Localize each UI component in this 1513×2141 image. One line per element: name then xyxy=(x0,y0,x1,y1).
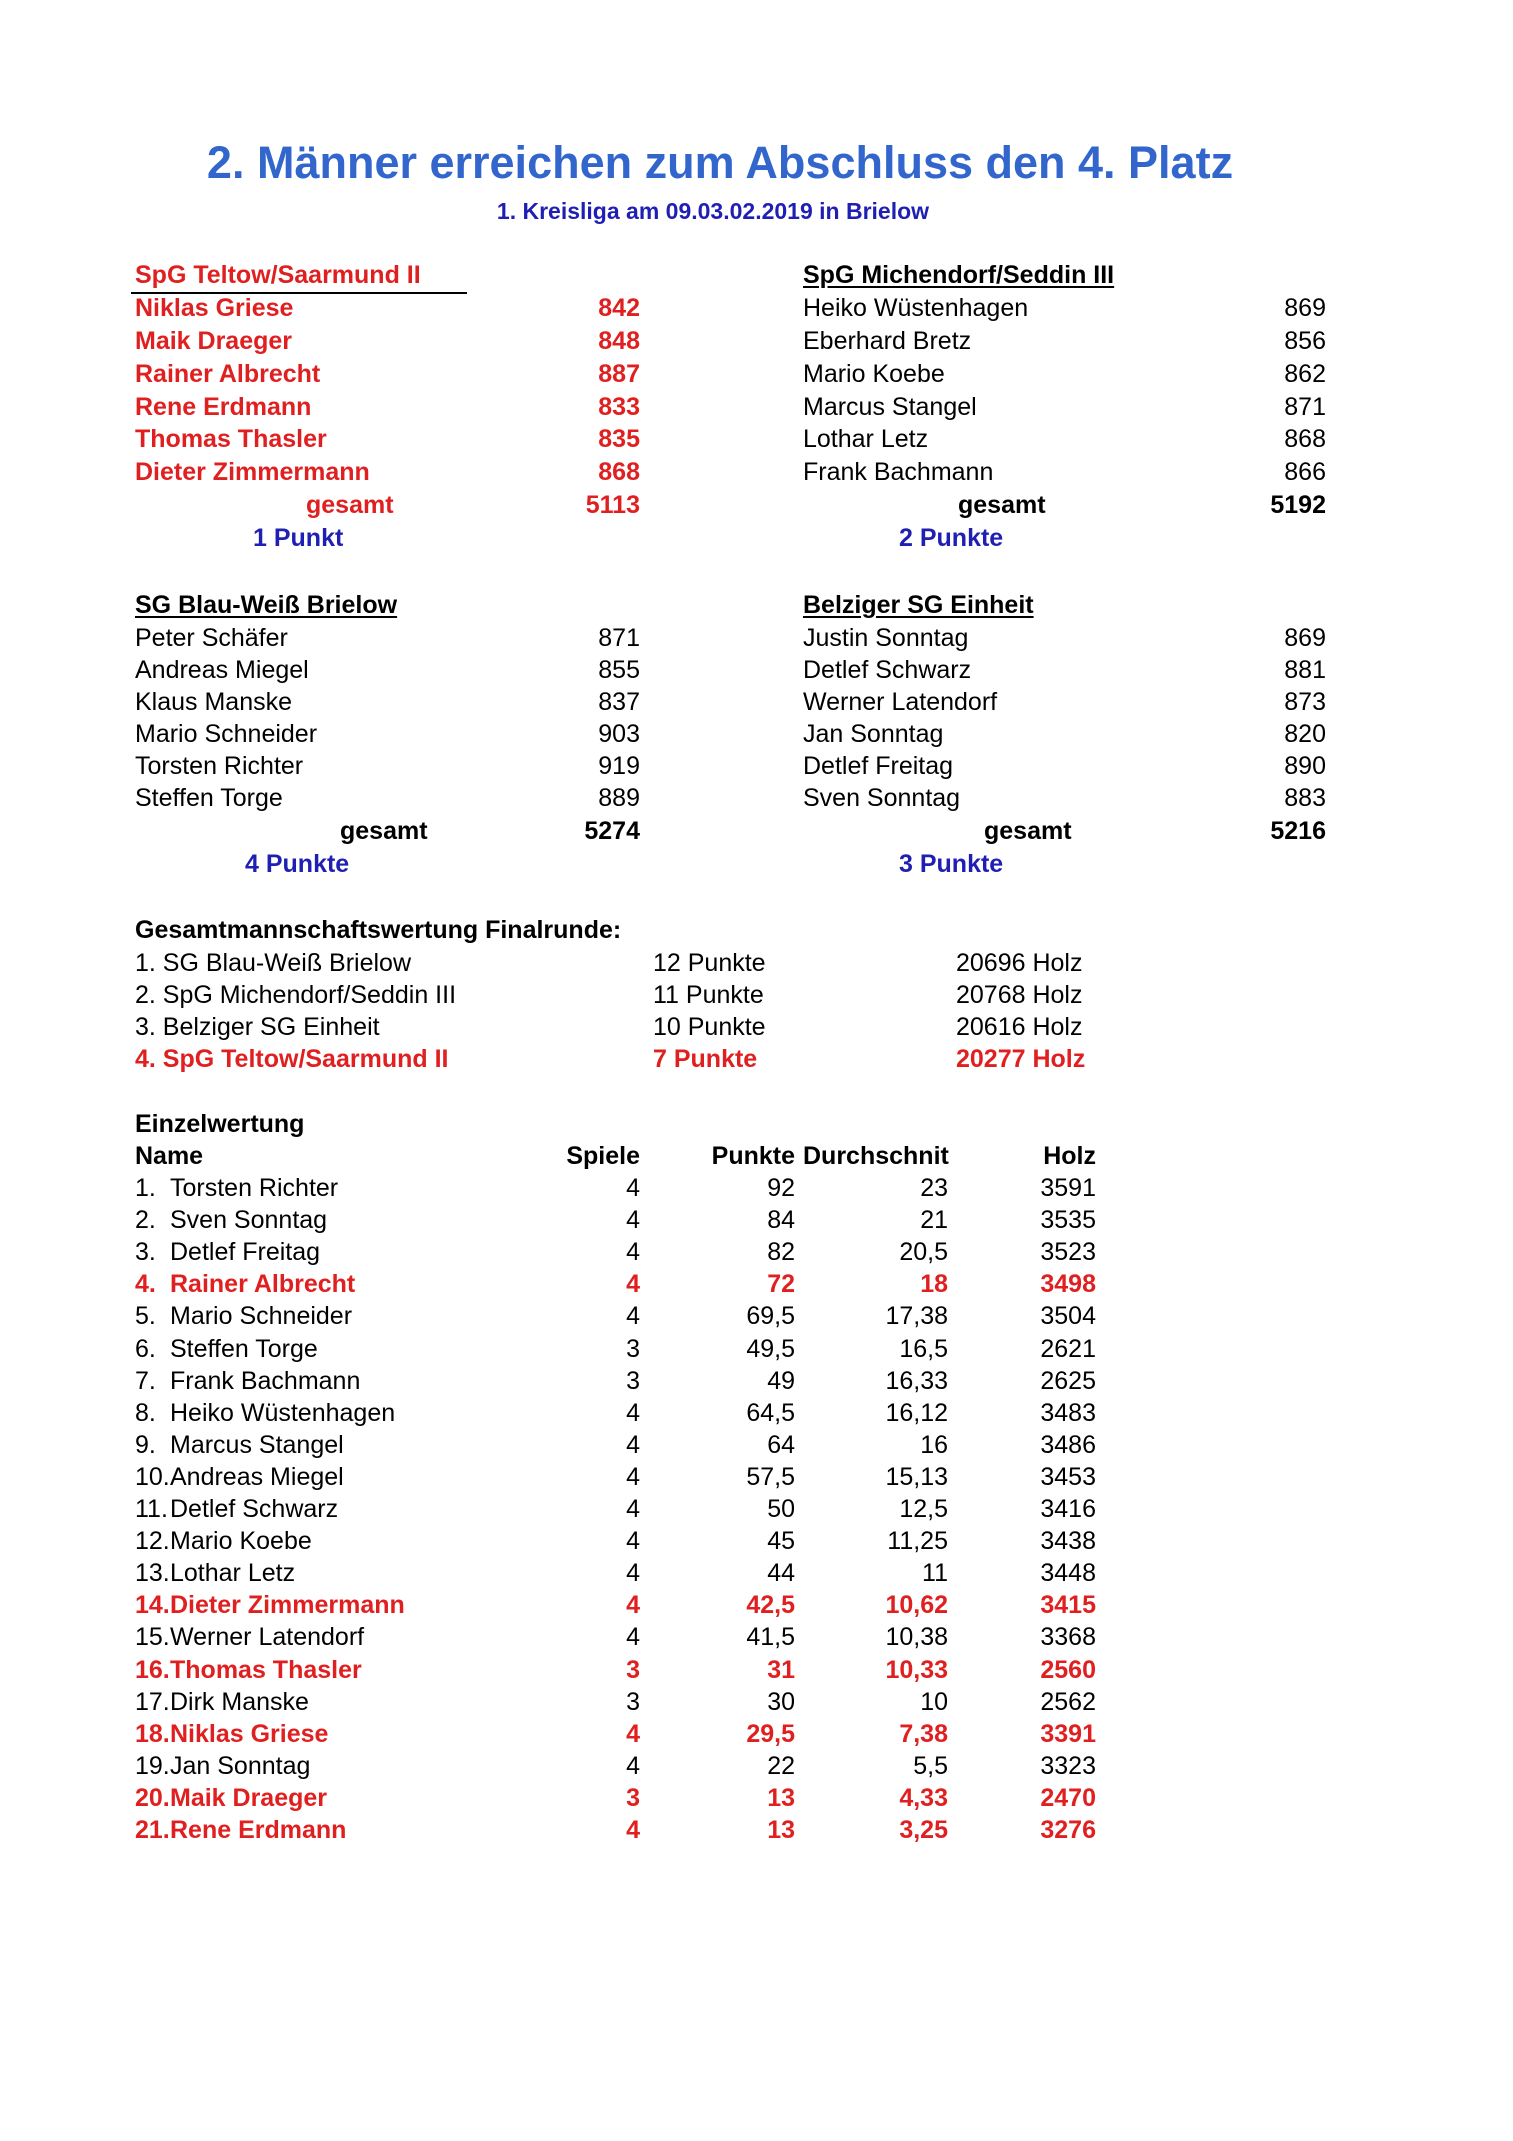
player-games: 4 xyxy=(626,1302,640,1330)
player-points: 64,5 xyxy=(746,1399,795,1427)
points-awarded: 3 Punkte xyxy=(899,850,1004,878)
player-games: 4 xyxy=(626,1463,640,1491)
player-name: Lothar Letz xyxy=(803,425,929,453)
player-rank: 15. xyxy=(135,1623,170,1651)
player-average: 17,38 xyxy=(885,1302,948,1330)
points-awarded: 2 Punkte xyxy=(899,524,1004,552)
player-games: 3 xyxy=(626,1784,640,1812)
player-holz: 3276 xyxy=(1040,1816,1096,1844)
player-average: 16,33 xyxy=(885,1367,948,1395)
player-games: 4 xyxy=(626,1431,640,1459)
player-name: Mario Schneider xyxy=(135,720,318,748)
player-holz: 3486 xyxy=(1040,1431,1096,1459)
player-name: Marcus Stangel xyxy=(803,393,977,421)
column-header-holz: Holz xyxy=(1043,1142,1096,1170)
player-name: Frank Bachmann xyxy=(803,458,994,486)
points-awarded: 4 Punkte xyxy=(245,850,350,878)
player-points: 44 xyxy=(767,1559,795,1587)
player-score: 869 xyxy=(1284,624,1326,652)
player-holz: 3504 xyxy=(1040,1302,1096,1330)
player-games: 4 xyxy=(626,1206,640,1234)
player-games: 4 xyxy=(626,1752,640,1780)
player-points: 45 xyxy=(767,1527,795,1555)
player-rank: 7. xyxy=(135,1367,156,1395)
player-holz: 2560 xyxy=(1040,1656,1096,1684)
player-games: 4 xyxy=(626,1623,640,1651)
player-holz: 2562 xyxy=(1040,1688,1096,1716)
team-name: SpG Michendorf/Seddin III xyxy=(803,261,1115,289)
standings-holz: 20768 Holz xyxy=(956,981,1083,1009)
player-rank: 1. xyxy=(135,1174,156,1202)
player-name: Eberhard Bretz xyxy=(803,327,972,355)
player-average: 16,5 xyxy=(899,1335,948,1363)
player-rank: 9. xyxy=(135,1431,156,1459)
player-score: 862 xyxy=(1284,360,1326,388)
player-rank: 12. xyxy=(135,1527,170,1555)
player-points: 49,5 xyxy=(746,1335,795,1363)
player-holz: 3483 xyxy=(1040,1399,1096,1427)
player-holz: 3453 xyxy=(1040,1463,1096,1491)
player-average: 20,5 xyxy=(899,1238,948,1266)
player-name: Peter Schäfer xyxy=(135,624,288,652)
player-average: 16 xyxy=(920,1431,948,1459)
player-rank: 6. xyxy=(135,1335,156,1363)
player-holz: 3535 xyxy=(1040,1206,1096,1234)
player-games: 4 xyxy=(626,1270,640,1298)
player-name: Dirk Manske xyxy=(170,1688,309,1716)
player-name: Steffen Torge xyxy=(170,1335,318,1363)
player-average: 18 xyxy=(920,1270,948,1298)
standings-team: 4. SpG Teltow/Saarmund II xyxy=(135,1045,449,1073)
player-holz: 3391 xyxy=(1040,1720,1096,1748)
player-points: 29,5 xyxy=(746,1720,795,1748)
player-holz: 2621 xyxy=(1040,1335,1096,1363)
player-holz: 3591 xyxy=(1040,1174,1096,1202)
player-holz: 3323 xyxy=(1040,1752,1096,1780)
player-score: 881 xyxy=(1284,656,1326,684)
standings-team: 3. Belziger SG Einheit xyxy=(135,1013,380,1041)
player-name: Torsten Richter xyxy=(170,1174,339,1202)
player-name: Rene Erdmann xyxy=(135,393,312,421)
player-average: 10,38 xyxy=(885,1623,948,1651)
player-points: 72 xyxy=(767,1270,795,1298)
individual-heading: Einzelwertung xyxy=(135,1110,305,1138)
player-games: 4 xyxy=(626,1559,640,1587)
player-games: 4 xyxy=(626,1591,640,1619)
column-header-games: Spiele xyxy=(566,1142,640,1170)
total-label: gesamt xyxy=(340,817,428,845)
player-score: 883 xyxy=(1284,784,1326,812)
player-points: 69,5 xyxy=(746,1302,795,1330)
player-rank: 3. xyxy=(135,1238,156,1266)
player-holz: 2625 xyxy=(1040,1367,1096,1395)
player-average: 15,13 xyxy=(885,1463,948,1491)
player-name: Mario Schneider xyxy=(170,1302,353,1330)
player-games: 3 xyxy=(626,1688,640,1716)
player-name: Andreas Miegel xyxy=(170,1463,344,1491)
player-rank: 16. xyxy=(135,1656,170,1684)
player-name: Rainer Albrecht xyxy=(170,1270,356,1298)
player-score: 868 xyxy=(1284,425,1326,453)
standings-points: 7 Punkte xyxy=(653,1045,758,1073)
total-value: 5192 xyxy=(1270,491,1326,519)
standings-team: 2. SpG Michendorf/Seddin III xyxy=(135,981,457,1009)
standings-points: 11 Punkte xyxy=(653,981,764,1009)
player-name: Justin Sonntag xyxy=(803,624,969,652)
player-games: 4 xyxy=(626,1174,640,1202)
player-name: Andreas Miegel xyxy=(135,656,309,684)
player-average: 12,5 xyxy=(899,1495,948,1523)
player-name: Jan Sonntag xyxy=(803,720,944,748)
player-holz: 3416 xyxy=(1040,1495,1096,1523)
player-name: Steffen Torge xyxy=(135,784,283,812)
team-name: SG Blau-Weiß Brielow xyxy=(135,591,398,619)
player-score: 871 xyxy=(1284,393,1326,421)
player-name: Frank Bachmann xyxy=(170,1367,361,1395)
standings-holz: 20616 Holz xyxy=(956,1013,1083,1041)
player-average: 4,33 xyxy=(899,1784,948,1812)
total-label: gesamt xyxy=(958,491,1046,519)
player-average: 11 xyxy=(922,1559,948,1587)
player-score: 848 xyxy=(598,327,640,355)
player-rank: 17. xyxy=(135,1688,170,1716)
page-title: 2. Männer erreichen zum Abschluss den 4. Platz xyxy=(206,137,1234,188)
player-score: 868 xyxy=(598,458,640,486)
page-subtitle: 1. Kreisliga am 09.03.02.2019 in Brielow xyxy=(496,198,930,224)
player-score: 890 xyxy=(1284,752,1326,780)
player-score: 856 xyxy=(1284,327,1326,355)
player-average: 10,33 xyxy=(885,1656,948,1684)
standings-points: 10 Punkte xyxy=(653,1013,766,1041)
player-points: 42,5 xyxy=(746,1591,795,1619)
player-points: 92 xyxy=(767,1174,795,1202)
player-name: Sven Sonntag xyxy=(803,784,961,812)
player-name: Dieter Zimmermann xyxy=(135,458,370,486)
player-name: Lothar Letz xyxy=(170,1559,296,1587)
column-header-name: Name xyxy=(135,1142,204,1170)
player-average: 16,12 xyxy=(885,1399,948,1427)
player-points: 41,5 xyxy=(746,1623,795,1651)
player-points: 57,5 xyxy=(746,1463,795,1491)
player-name: Detlef Schwarz xyxy=(170,1495,339,1523)
player-points: 13 xyxy=(767,1784,795,1812)
player-score: 869 xyxy=(1284,294,1326,322)
player-games: 3 xyxy=(626,1656,640,1684)
player-games: 3 xyxy=(626,1335,640,1363)
standings-holz: 20696 Holz xyxy=(956,949,1083,977)
player-average: 21 xyxy=(920,1206,948,1234)
player-average: 10 xyxy=(920,1688,948,1716)
player-points: 31 xyxy=(767,1656,795,1684)
player-name: Marcus Stangel xyxy=(170,1431,344,1459)
player-holz: 3448 xyxy=(1040,1559,1096,1587)
player-average: 5,5 xyxy=(913,1752,948,1780)
player-score: 889 xyxy=(598,784,640,812)
player-name: Niklas Griese xyxy=(135,294,294,322)
player-rank: 4. xyxy=(135,1270,156,1298)
player-rank: 5. xyxy=(135,1302,156,1330)
column-header-avg-clip xyxy=(803,1140,953,1172)
player-name: Detlef Freitag xyxy=(803,752,954,780)
player-name: Thomas Thasler xyxy=(135,425,327,453)
player-games: 3 xyxy=(626,1367,640,1395)
player-score: 837 xyxy=(598,688,640,716)
player-points: 82 xyxy=(767,1238,795,1266)
player-games: 4 xyxy=(626,1527,640,1555)
player-rank: 13. xyxy=(135,1559,170,1587)
player-score: 873 xyxy=(1284,688,1326,716)
player-rank: 19. xyxy=(135,1752,170,1780)
player-name: Rene Erdmann xyxy=(170,1816,347,1844)
player-average: 7,38 xyxy=(899,1720,948,1748)
player-score: 855 xyxy=(598,656,640,684)
player-rank: 11. xyxy=(135,1495,168,1523)
player-score: 833 xyxy=(598,393,640,421)
player-name: Detlef Schwarz xyxy=(803,656,972,684)
player-name: Werner Latendorf xyxy=(170,1623,365,1651)
column-header-points: Punkte xyxy=(711,1142,795,1170)
total-label: gesamt xyxy=(984,817,1072,845)
player-score: 866 xyxy=(1284,458,1326,486)
standings-holz: 20277 Holz xyxy=(956,1045,1086,1073)
player-rank: 20. xyxy=(135,1784,170,1812)
column-header-avg: Durchschnit xyxy=(803,1142,949,1170)
player-holz: 3415 xyxy=(1040,1591,1096,1619)
player-points: 22 xyxy=(767,1752,795,1780)
player-name: Heiko Wüstenhagen xyxy=(170,1399,396,1427)
player-holz: 3523 xyxy=(1040,1238,1096,1266)
player-rank: 18. xyxy=(135,1720,170,1748)
player-score: 835 xyxy=(598,425,640,453)
player-average: 23 xyxy=(920,1174,948,1202)
player-points: 64 xyxy=(767,1431,795,1459)
player-score: 903 xyxy=(598,720,640,748)
player-name: Jan Sonntag xyxy=(170,1752,311,1780)
team-name: SpG Teltow/Saarmund II xyxy=(135,261,421,289)
player-name: Detlef Freitag xyxy=(170,1238,321,1266)
player-score: 820 xyxy=(1284,720,1326,748)
player-name: Mario Koebe xyxy=(803,360,945,388)
player-rank: 14. xyxy=(135,1591,170,1619)
player-points: 30 xyxy=(767,1688,795,1716)
standings-team: 1. SG Blau-Weiß Brielow xyxy=(135,949,412,977)
player-name: Sven Sonntag xyxy=(170,1206,328,1234)
player-name: Niklas Griese xyxy=(170,1720,329,1748)
player-games: 4 xyxy=(626,1238,640,1266)
player-points: 50 xyxy=(767,1495,795,1523)
player-points: 84 xyxy=(767,1206,795,1234)
player-points: 13 xyxy=(767,1816,795,1844)
player-score: 871 xyxy=(598,624,640,652)
player-average: 10,62 xyxy=(885,1591,948,1619)
standings-points: 12 Punkte xyxy=(653,949,766,977)
player-points: 49 xyxy=(767,1367,795,1395)
player-score: 887 xyxy=(598,360,640,388)
player-name: Rainer Albrecht xyxy=(135,360,321,388)
player-rank: 2. xyxy=(135,1206,156,1234)
player-rank: 8. xyxy=(135,1399,156,1427)
team-name: Belziger SG Einheit xyxy=(803,591,1034,619)
player-holz: 2470 xyxy=(1040,1784,1096,1812)
total-value: 5274 xyxy=(584,817,640,845)
player-name: Torsten Richter xyxy=(135,752,304,780)
player-name: Klaus Manske xyxy=(135,688,293,716)
player-name: Maik Draeger xyxy=(170,1784,328,1812)
player-name: Thomas Thasler xyxy=(170,1656,362,1684)
player-name: Heiko Wüstenhagen xyxy=(803,294,1029,322)
player-name: Werner Latendorf xyxy=(803,688,998,716)
player-holz: 3438 xyxy=(1040,1527,1096,1555)
player-rank: 10. xyxy=(135,1463,170,1491)
total-value: 5113 xyxy=(585,491,640,519)
standings-heading: Gesamtmannschaftswertung Finalrunde: xyxy=(135,916,622,944)
player-games: 4 xyxy=(626,1495,640,1523)
player-holz: 3368 xyxy=(1040,1623,1096,1651)
player-score: 842 xyxy=(598,294,640,322)
player-name: Dieter Zimmermann xyxy=(170,1591,405,1619)
player-name: Maik Draeger xyxy=(135,327,293,355)
player-score: 919 xyxy=(598,752,640,780)
player-games: 4 xyxy=(626,1399,640,1427)
player-name: Mario Koebe xyxy=(170,1527,312,1555)
player-games: 4 xyxy=(626,1816,640,1844)
total-label: gesamt xyxy=(306,491,394,519)
player-average: 11,25 xyxy=(887,1527,948,1555)
player-rank: 21. xyxy=(135,1816,170,1844)
player-games: 4 xyxy=(626,1720,640,1748)
points-awarded: 1 Punkt xyxy=(253,524,344,552)
player-average: 3,25 xyxy=(899,1816,948,1844)
player-holz: 3498 xyxy=(1040,1270,1096,1298)
total-value: 5216 xyxy=(1270,817,1326,845)
